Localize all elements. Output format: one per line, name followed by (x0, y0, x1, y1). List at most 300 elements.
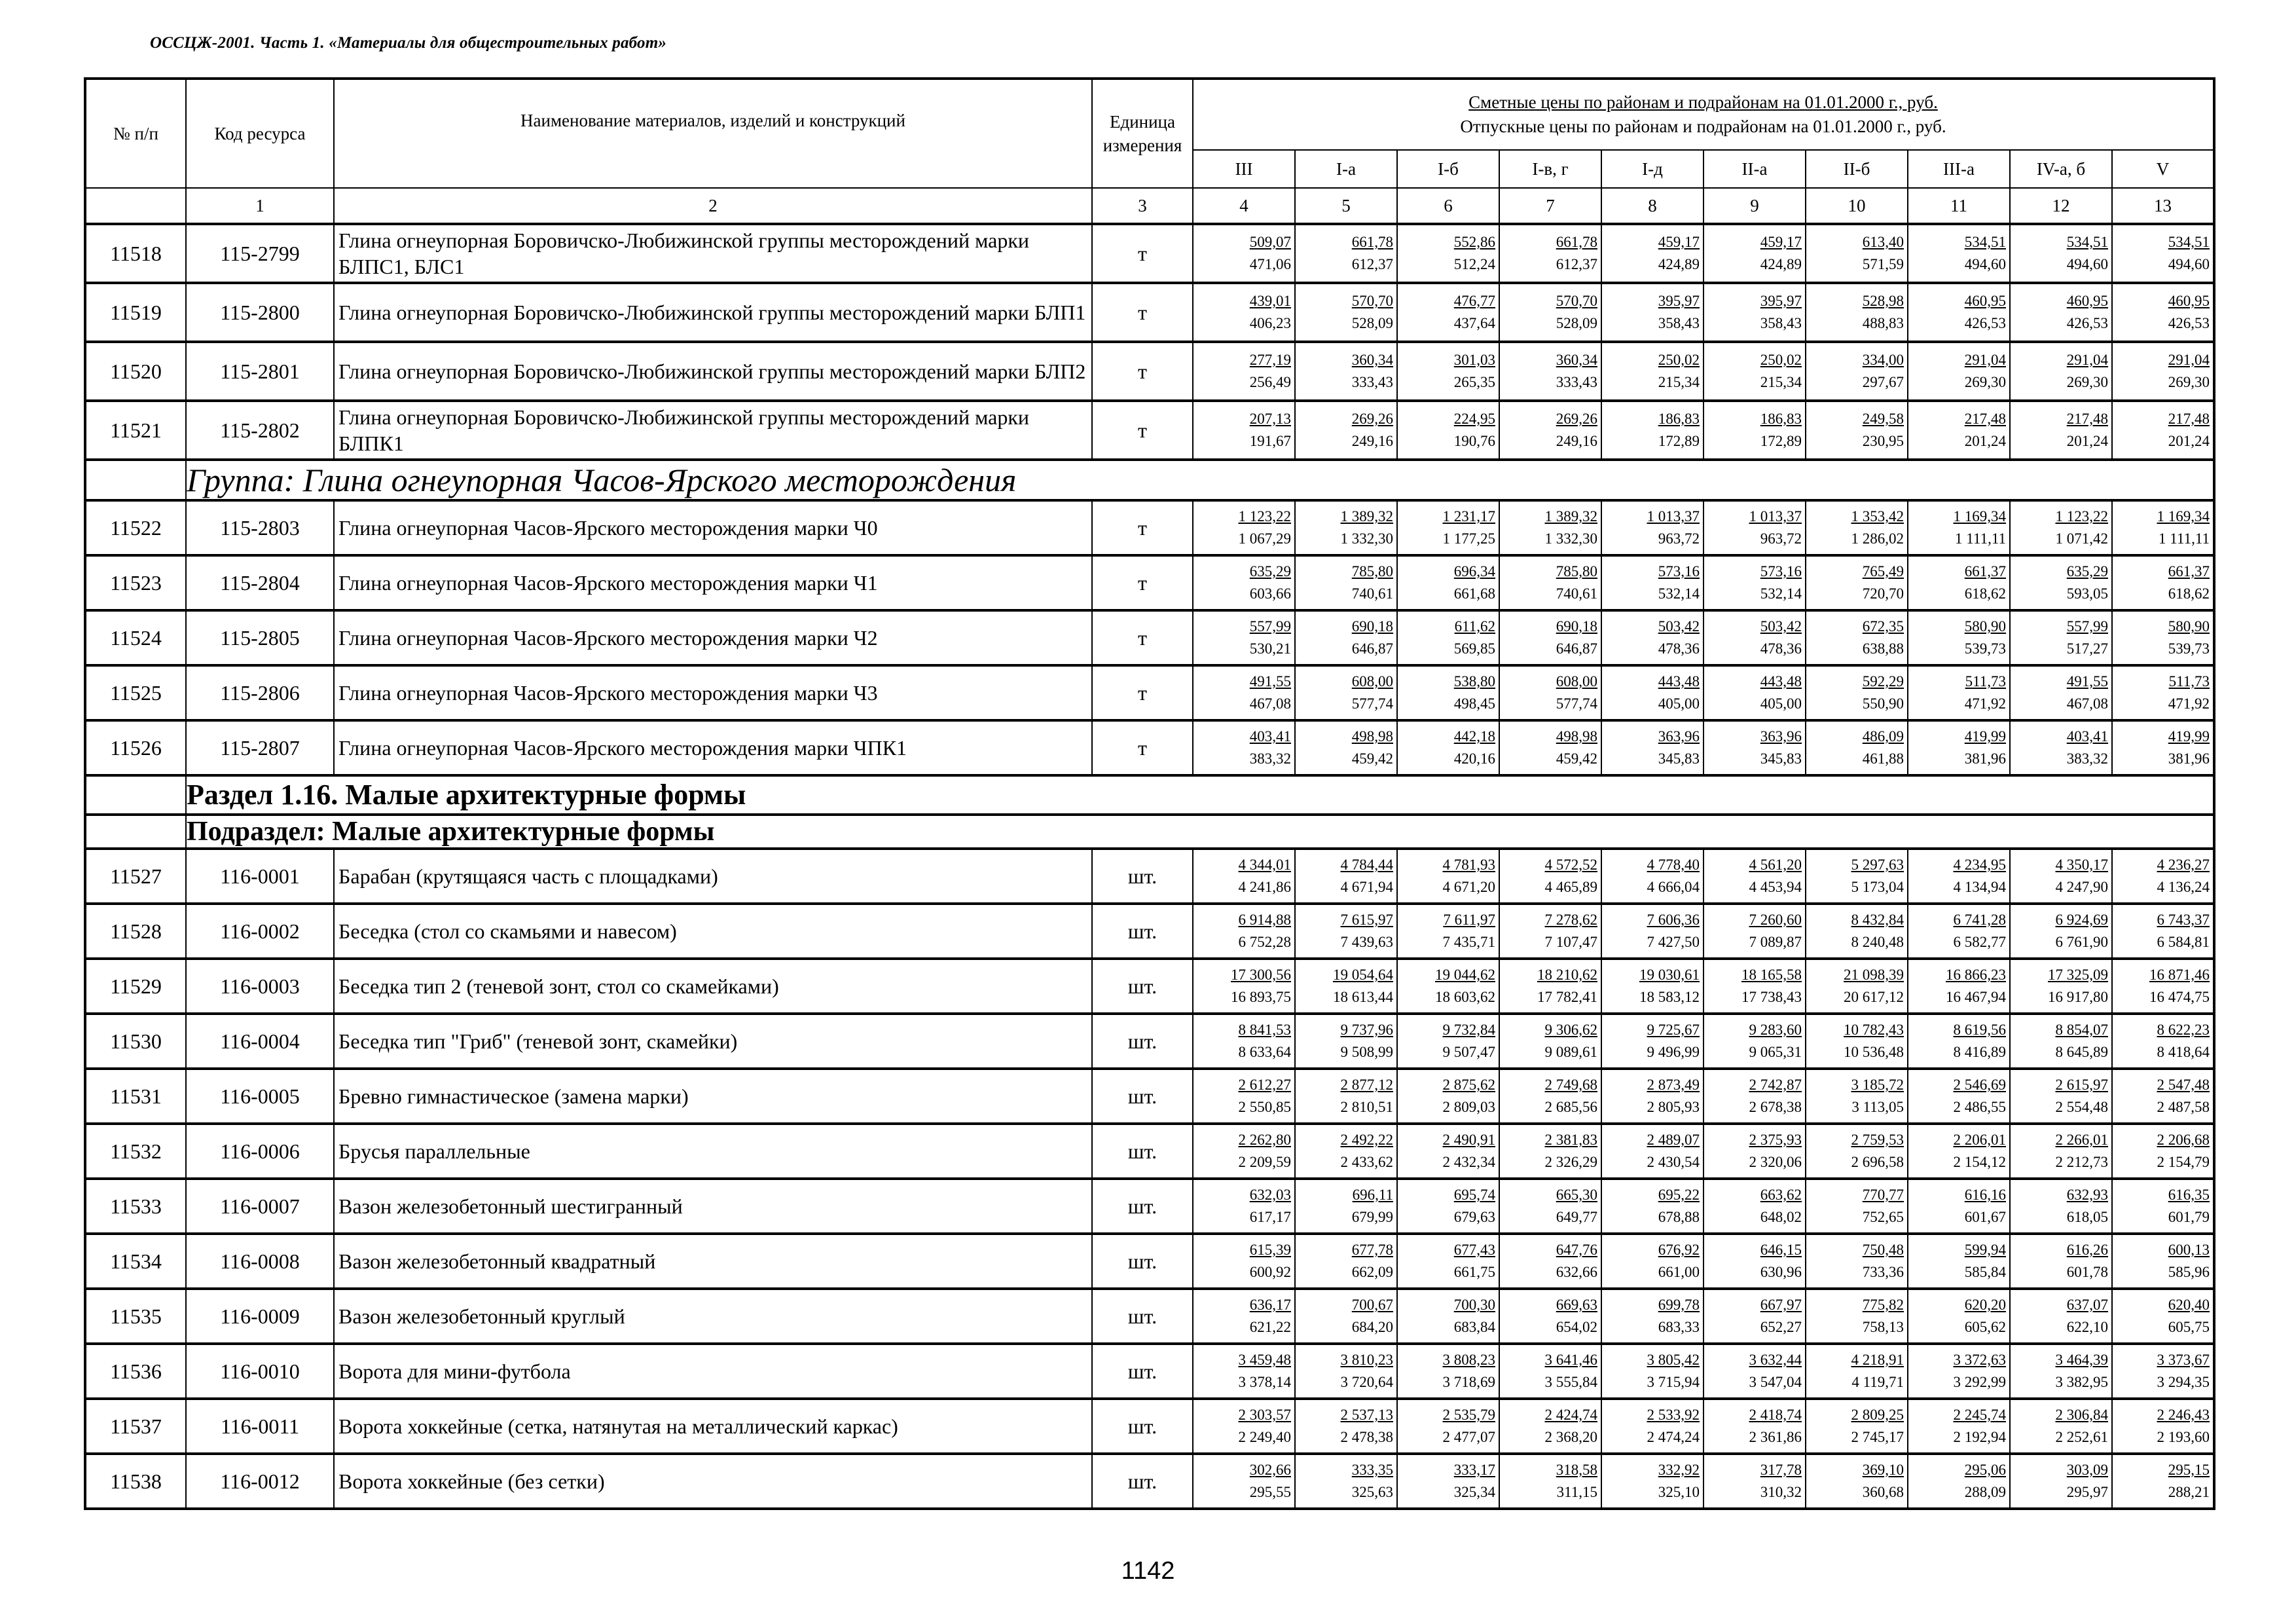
estimated-price: 7 260,60 (1749, 912, 1802, 928)
estimated-price: 291,04 (2168, 352, 2210, 368)
wholesale-price: 190,76 (1453, 433, 1495, 449)
price-cell (1704, 283, 1806, 342)
material-name: Глина огнеупорная Боровичско-Любижинской группы месторождений марки БЛПК1 (334, 401, 1092, 460)
wholesale-price: 618,62 (2168, 585, 2210, 602)
price-cell (1908, 1399, 2010, 1454)
material-name: Вазон железобетонный шестигранный (334, 1179, 1092, 1234)
estimated-price: 460,95 (1964, 293, 2006, 309)
estimated-price: 9 283,60 (1749, 1022, 1802, 1038)
price-cell (1806, 1234, 1908, 1289)
estimated-price: 669,63 (1556, 1297, 1597, 1313)
estimated-price: 2 877,12 (1340, 1077, 1393, 1093)
wholesale-price: 618,62 (1964, 585, 2006, 602)
wholesale-price: 601,78 (2066, 1264, 2108, 1280)
wholesale-price: 478,36 (1760, 640, 1802, 657)
wholesale-price: 494,60 (2066, 256, 2108, 272)
price-cell (1908, 1454, 2010, 1509)
price-cell (1397, 342, 1499, 401)
wholesale-price: 585,84 (1964, 1264, 2006, 1280)
wholesale-price: 638,88 (1862, 640, 1904, 657)
estimated-price: 557,99 (2066, 618, 2108, 635)
wholesale-price: 2 326,29 (1544, 1154, 1597, 1170)
resource-code: 115-2805 (186, 610, 334, 665)
header-region: I-б (1397, 150, 1499, 188)
resource-code: 116-0006 (186, 1124, 334, 1179)
estimated-price: 632,03 (1249, 1187, 1291, 1203)
wholesale-price: 2 550,85 (1238, 1099, 1291, 1115)
wholesale-price: 2 474,24 (1647, 1429, 1700, 1445)
unit: шт. (1092, 1179, 1193, 1234)
price-cell (1193, 720, 1295, 775)
estimated-price: 6 924,69 (2055, 912, 2108, 928)
estimated-price: 8 841,53 (1238, 1022, 1291, 1038)
price-cell (1908, 1344, 2010, 1399)
price-cell (2112, 1289, 2214, 1344)
estimated-price: 690,18 (1556, 618, 1597, 635)
wholesale-price: 532,14 (1760, 585, 1802, 602)
price-cell (1601, 1179, 1704, 1234)
price-cell (1397, 1399, 1499, 1454)
wholesale-price: 532,14 (1658, 585, 1700, 602)
table-row (85, 904, 2214, 959)
wholesale-price: 1 332,30 (1340, 530, 1393, 547)
price-cell (2010, 500, 2112, 555)
price-cell (1908, 1124, 2010, 1179)
price-cell (2010, 1124, 2112, 1179)
wholesale-price: 325,63 (1351, 1484, 1393, 1500)
price-cell (1601, 401, 1704, 460)
estimated-price: 573,16 (1760, 563, 1802, 580)
wholesale-price: 426,53 (1964, 315, 2006, 331)
wholesale-price: 528,09 (1351, 315, 1393, 331)
estimated-price: 663,62 (1760, 1187, 1802, 1203)
price-cell (1397, 401, 1499, 460)
wholesale-price: 733,36 (1862, 1264, 1904, 1280)
wholesale-price: 7 439,63 (1340, 934, 1393, 950)
price-cell (1704, 555, 1806, 610)
wholesale-price: 7 107,47 (1544, 934, 1597, 950)
material-name: Глина огнеупорная Часов-Ярского месторождения марки Ч2 (334, 610, 1092, 665)
wholesale-price: 2 154,12 (1953, 1154, 2006, 1170)
wholesale-price: 752,65 (1862, 1209, 1904, 1225)
price-cell (1806, 1124, 1908, 1179)
price-cell (1704, 342, 1806, 401)
material-name: Беседка тип "Гриб" (теневой зонт, скамейки) (334, 1014, 1092, 1069)
estimated-price: 661,37 (2168, 563, 2210, 580)
estimated-price: 3 185,72 (1851, 1077, 1904, 1093)
price-cell (1193, 610, 1295, 665)
estimated-price: 491,55 (1249, 673, 1291, 690)
wholesale-price: 3 720,64 (1340, 1374, 1393, 1390)
wholesale-price: 577,74 (1351, 695, 1393, 712)
wholesale-price: 249,16 (1351, 433, 1393, 449)
estimated-price: 19 054,64 (1333, 967, 1393, 983)
wholesale-price: 310,32 (1760, 1484, 1802, 1500)
estimated-price: 403,41 (1249, 728, 1291, 745)
estimated-price: 592,29 (1862, 673, 1904, 690)
wholesale-price: 16 917,80 (2048, 989, 2108, 1005)
estimated-price: 303,09 (2066, 1462, 2108, 1478)
wholesale-price: 612,37 (1351, 256, 1393, 272)
estimated-price: 9 737,96 (1340, 1022, 1393, 1038)
wholesale-price: 498,45 (1453, 695, 1495, 712)
row-number: 11531 (85, 1069, 186, 1124)
estimated-price: 2 206,68 (2157, 1132, 2210, 1148)
wholesale-price: 459,42 (1351, 750, 1393, 767)
price-cell (1806, 1069, 1908, 1124)
estimated-price: 616,16 (1964, 1187, 2006, 1203)
header-unit (1092, 79, 1193, 188)
price-cell (1601, 610, 1704, 665)
estimated-price: 667,97 (1760, 1297, 1802, 1313)
estimated-price: 419,99 (1964, 728, 2006, 745)
price-cell (1704, 1289, 1806, 1344)
price-cell (1704, 500, 1806, 555)
unit: т (1092, 342, 1193, 401)
estimated-price: 700,67 (1351, 1297, 1393, 1313)
price-cell (1806, 224, 1908, 283)
price-cell (1193, 555, 1295, 610)
price-cell (1704, 1399, 1806, 1454)
estimated-price: 3 808,23 (1442, 1352, 1495, 1368)
price-cell (2112, 849, 2214, 904)
wholesale-price: 652,27 (1760, 1319, 1802, 1335)
wholesale-price: 1 332,30 (1544, 530, 1597, 547)
estimated-price: 677,78 (1351, 1242, 1393, 1258)
wholesale-price: 2 678,38 (1749, 1099, 1802, 1115)
header-column-number: 10 (1806, 188, 1908, 224)
row-number: 11521 (85, 401, 186, 460)
price-cell (1908, 665, 2010, 720)
wholesale-price: 424,89 (1658, 256, 1700, 272)
price-cell (1499, 1014, 1601, 1069)
estimated-price: 632,93 (2066, 1187, 2108, 1203)
wholesale-price: 3 382,95 (2055, 1374, 2108, 1390)
estimated-price: 2 418,74 (1749, 1407, 1802, 1423)
header-region: IV-а, б (2010, 150, 2112, 188)
wholesale-price: 333,43 (1351, 374, 1393, 390)
price-cell (1806, 1289, 1908, 1344)
estimated-price: 21 098,39 (1844, 967, 1904, 983)
wholesale-price: 201,24 (1964, 433, 2006, 449)
estimated-price: 3 372,63 (1953, 1352, 2006, 1368)
price-cell (1601, 849, 1704, 904)
wholesale-price: 9 065,31 (1749, 1044, 1802, 1060)
wholesale-price: 345,83 (1658, 750, 1700, 767)
wholesale-price: 1 177,25 (1442, 530, 1495, 547)
price-cell (1806, 500, 1908, 555)
estimated-price: 613,40 (1862, 234, 1904, 250)
wholesale-price: 215,34 (1760, 374, 1802, 390)
estimated-price: 2 809,25 (1851, 1407, 1904, 1423)
price-cell (1704, 1179, 1806, 1234)
price-cell (1499, 1289, 1601, 1344)
wholesale-price: 9 507,47 (1442, 1044, 1495, 1060)
estimated-price: 608,00 (1556, 673, 1597, 690)
wholesale-price: 16 467,94 (1946, 989, 2006, 1005)
wholesale-price: 585,96 (2168, 1264, 2210, 1280)
unit: т (1092, 720, 1193, 775)
estimated-price: 217,48 (2168, 411, 2210, 427)
price-cell (1295, 500, 1397, 555)
estimated-price: 2 615,97 (2055, 1077, 2108, 1093)
group-heading-row (85, 460, 2214, 500)
estimated-price: 2 873,49 (1647, 1077, 1700, 1093)
estimated-price: 2 749,68 (1544, 1077, 1597, 1093)
wholesale-price: 8 418,64 (2157, 1044, 2210, 1060)
row-number: 11538 (85, 1454, 186, 1509)
price-cell (1193, 283, 1295, 342)
wholesale-price: 2 368,20 (1544, 1429, 1597, 1445)
running-header: ОССЦЖ-2001. Часть 1. «Материалы для общестроительных работ» (150, 34, 667, 52)
material-name: Глина огнеупорная Часов-Ярского месторождения марки Ч1 (334, 555, 1092, 610)
header-code: Код ресурса (186, 79, 334, 188)
wholesale-price: 2 209,59 (1238, 1154, 1291, 1170)
estimated-price: 8 619,56 (1953, 1022, 2006, 1038)
wholesale-price: 17 782,41 (1537, 989, 1597, 1005)
wholesale-price: 577,74 (1556, 695, 1597, 712)
wholesale-price: 1 111,11 (2159, 530, 2210, 547)
header-region: II-б (1806, 150, 1908, 188)
wholesale-price: 654,02 (1556, 1319, 1597, 1335)
price-cell (1295, 555, 1397, 610)
header-prices-wholesale: Отпускные цены по районам и подрайонам на 01.01.2000 г., руб. (1460, 117, 1946, 136)
price-cell (1193, 1399, 1295, 1454)
estimated-price: 4 350,17 (2055, 857, 2108, 873)
material-name: Глина огнеупорная Часов-Ярского месторождения марки ЧПК1 (334, 720, 1092, 775)
wholesale-price: 8 416,89 (1953, 1044, 2006, 1060)
estimated-price: 661,78 (1556, 234, 1597, 250)
price-cell (1806, 555, 1908, 610)
estimated-price: 360,34 (1351, 352, 1393, 368)
header-region: I-а (1295, 150, 1397, 188)
estimated-price: 17 300,56 (1231, 967, 1291, 983)
estimated-price: 1 123,22 (2055, 508, 2108, 525)
wholesale-price: 3 715,94 (1647, 1374, 1700, 1390)
wholesale-price: 467,08 (2066, 695, 2108, 712)
price-cell (1499, 500, 1601, 555)
price-cell (1908, 849, 2010, 904)
header-region: III (1193, 150, 1295, 188)
price-cell (1499, 904, 1601, 959)
estimated-price: 2 492,22 (1340, 1132, 1393, 1148)
estimated-price: 419,99 (2168, 728, 2210, 745)
price-cell (1397, 849, 1499, 904)
wholesale-price: 2 486,55 (1953, 1099, 2006, 1115)
wholesale-price: 383,32 (1249, 750, 1291, 767)
estimated-price: 676,92 (1658, 1242, 1700, 1258)
price-cell (2112, 1344, 2214, 1399)
resource-code: 116-0005 (186, 1069, 334, 1124)
wholesale-price: 230,95 (1862, 433, 1904, 449)
resource-code: 116-0007 (186, 1179, 334, 1234)
price-cell (1499, 1399, 1601, 1454)
estimated-price: 557,99 (1249, 618, 1291, 635)
price-cell (1397, 283, 1499, 342)
header-unit-line2: измерения (1102, 136, 1182, 155)
estimated-price: 2 246,43 (2157, 1407, 2210, 1423)
wholesale-price: 7 089,87 (1749, 934, 1802, 950)
resource-code: 116-0012 (186, 1454, 334, 1509)
material-name: Ворота хоккейные (сетка, натянутая на металлический каркас) (334, 1399, 1092, 1454)
price-cell (1499, 720, 1601, 775)
price-cell (1499, 610, 1601, 665)
wholesale-price: 9 089,61 (1544, 1044, 1597, 1060)
wholesale-price: 494,60 (2168, 256, 2210, 272)
wholesale-price: 618,05 (2066, 1209, 2108, 1225)
resource-code: 116-0010 (186, 1344, 334, 1399)
resource-code: 116-0009 (186, 1289, 334, 1344)
price-cell (1601, 1124, 1704, 1179)
estimated-price: 459,17 (1760, 234, 1802, 250)
header-column-number: 5 (1295, 188, 1397, 224)
price-cell (1295, 610, 1397, 665)
price-cell (1908, 342, 2010, 401)
estimated-price: 295,06 (1964, 1462, 2006, 1478)
price-cell (1193, 342, 1295, 401)
price-cell (1601, 1344, 1704, 1399)
wholesale-price: 621,22 (1249, 1319, 1291, 1335)
row-number: 11530 (85, 1014, 186, 1069)
resource-code: 115-2804 (186, 555, 334, 610)
wholesale-price: 16 893,75 (1231, 989, 1291, 1005)
header-column-number: 12 (2010, 188, 2112, 224)
estimated-price: 2 489,07 (1647, 1132, 1700, 1148)
price-cell (2010, 1014, 2112, 1069)
wholesale-price: 1 111,11 (1955, 530, 2006, 547)
estimated-price: 4 778,40 (1647, 857, 1700, 873)
wholesale-price: 9 496,99 (1647, 1044, 1700, 1060)
estimated-price: 616,26 (2066, 1242, 2108, 1258)
resource-code: 115-2802 (186, 401, 334, 460)
estimated-price: 3 373,67 (2157, 1352, 2210, 1368)
estimated-price: 528,98 (1862, 293, 1904, 309)
price-cell (1601, 500, 1704, 555)
wholesale-price: 201,24 (2168, 433, 2210, 449)
price-cell (1499, 665, 1601, 720)
price-cell (1499, 1454, 1601, 1509)
price-cell (1704, 224, 1806, 283)
wholesale-price: 662,09 (1351, 1264, 1393, 1280)
table-row (85, 283, 2214, 342)
wholesale-price: 358,43 (1760, 315, 1802, 331)
estimated-price: 16 871,46 (2149, 967, 2210, 983)
estimated-price: 291,04 (2066, 352, 2108, 368)
price-cell (1193, 1124, 1295, 1179)
wholesale-price: 172,89 (1760, 433, 1802, 449)
wholesale-price: 471,06 (1249, 256, 1291, 272)
header-num: № п/п (85, 79, 186, 188)
material-name: Беседка тип 2 (теневой зонт, стол со скамейками) (334, 959, 1092, 1014)
estimated-price: 509,07 (1249, 234, 1291, 250)
price-cell (1499, 849, 1601, 904)
price-cell (2010, 1344, 2112, 1399)
wholesale-price: 172,89 (1658, 433, 1700, 449)
wholesale-price: 488,83 (1862, 315, 1904, 331)
price-cell (1908, 500, 2010, 555)
price-cell (1295, 665, 1397, 720)
price-cell (2010, 283, 2112, 342)
price-cell (1908, 959, 2010, 1014)
estimated-price: 291,04 (1964, 352, 2006, 368)
price-cell (1397, 1344, 1499, 1399)
estimated-price: 538,80 (1453, 673, 1495, 690)
wholesale-price: 4 465,89 (1544, 879, 1597, 895)
estimated-price: 3 810,23 (1340, 1352, 1393, 1368)
wholesale-price: 249,16 (1556, 433, 1597, 449)
price-cell (2010, 610, 2112, 665)
price-cell (1806, 401, 1908, 460)
estimated-price: 696,11 (1352, 1187, 1393, 1203)
price-cell (2112, 401, 2214, 460)
price-cell (1908, 1014, 2010, 1069)
estimated-price: 534,51 (2066, 234, 2108, 250)
wholesale-price: 406,23 (1249, 315, 1291, 331)
price-cell (1295, 1234, 1397, 1289)
estimated-price: 18 210,62 (1537, 967, 1597, 983)
estimated-price: 2 537,13 (1340, 1407, 1393, 1423)
estimated-price: 570,70 (1351, 293, 1393, 309)
wholesale-price: 2 193,60 (2157, 1429, 2210, 1445)
resource-code: 115-2801 (186, 342, 334, 401)
price-cell (1193, 1234, 1295, 1289)
table-row (85, 224, 2214, 283)
estimated-price: 677,43 (1453, 1242, 1495, 1258)
price-cell (1806, 1454, 1908, 1509)
price-cell (2010, 720, 2112, 775)
resource-code: 115-2799 (186, 224, 334, 283)
wholesale-price: 2 809,03 (1442, 1099, 1495, 1115)
estimated-price: 699,78 (1658, 1297, 1700, 1313)
estimated-price: 333,35 (1351, 1462, 1393, 1478)
price-cell (1193, 849, 1295, 904)
price-cell (2112, 904, 2214, 959)
price-cell (1806, 959, 1908, 1014)
estimated-price: 442,18 (1453, 728, 1495, 745)
wholesale-price: 2 805,93 (1647, 1099, 1700, 1115)
price-cell (2010, 1179, 2112, 1234)
price-cell (1806, 720, 1908, 775)
estimated-price: 775,82 (1862, 1297, 1904, 1313)
wholesale-price: 269,30 (2168, 374, 2210, 390)
wholesale-price: 530,21 (1249, 640, 1291, 657)
material-name: Глина огнеупорная Боровичско-Любижинской группы месторождений марки БЛПС1, БЛС1 (334, 224, 1092, 283)
price-cell (1499, 1344, 1601, 1399)
price-cell (1397, 1454, 1499, 1509)
estimated-price: 2 245,74 (1953, 1407, 2006, 1423)
price-cell (2112, 1179, 2214, 1234)
price-cell (1295, 959, 1397, 1014)
table-row (85, 342, 2214, 401)
header-column-number: 11 (1908, 188, 2010, 224)
row-number: 11529 (85, 959, 186, 1014)
estimated-price: 277,19 (1249, 352, 1291, 368)
estimated-price: 443,48 (1760, 673, 1802, 690)
resource-code: 116-0003 (186, 959, 334, 1014)
price-cell (1499, 1124, 1601, 1179)
wholesale-price: 2 154,79 (2157, 1154, 2210, 1170)
header-region: I-д (1601, 150, 1704, 188)
estimated-price: 17 325,09 (2048, 967, 2108, 983)
price-cell (2112, 1399, 2214, 1454)
heading-blank-cell (85, 775, 186, 815)
estimated-price: 503,42 (1760, 618, 1802, 635)
estimated-price: 4 234,95 (1953, 857, 2006, 873)
price-cell (2010, 1234, 2112, 1289)
wholesale-price: 420,16 (1453, 750, 1495, 767)
wholesale-price: 325,34 (1453, 1484, 1495, 1500)
wholesale-price: 601,79 (2168, 1209, 2210, 1225)
